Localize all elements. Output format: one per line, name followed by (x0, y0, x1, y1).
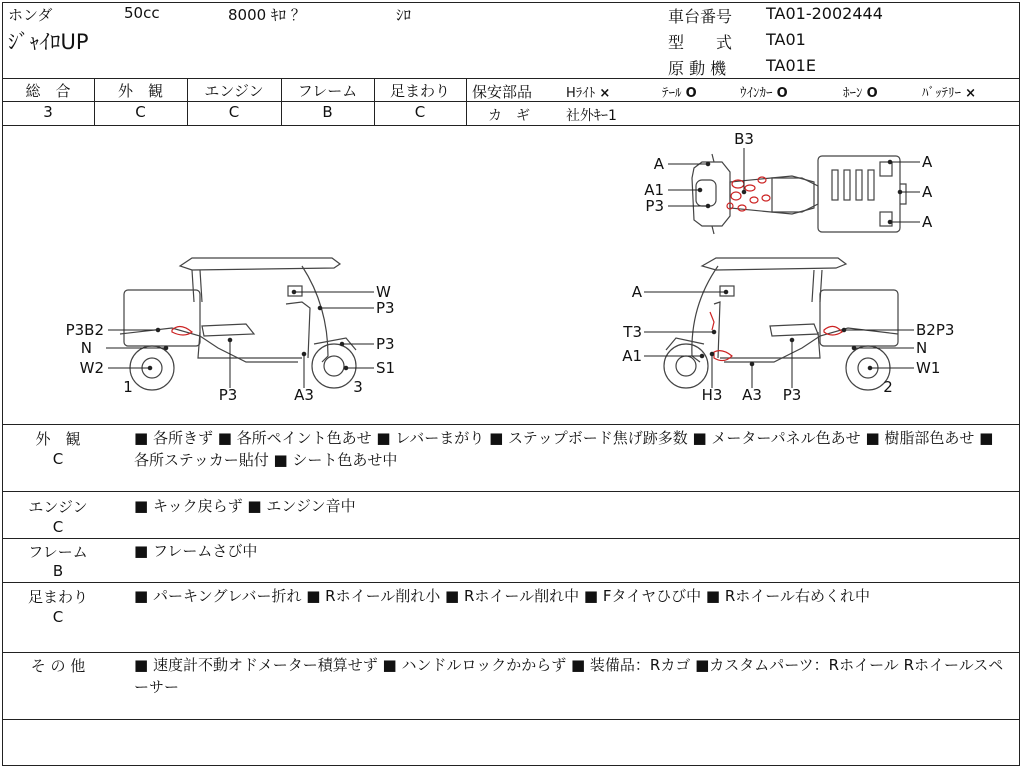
label-top-a1: A1 (644, 181, 664, 199)
cond-label-exterior: 外 観 (35, 430, 81, 448)
cond-label-frame: フレーム (28, 543, 88, 561)
cond-text-other: ■ 速度計不動オドメーター積算せず ■ ハンドルロックかからず ■ 装備品：Rカゴ ■カスタムパーツ：Rホイール Rホイールスペーサー (134, 656, 1004, 696)
grade-value-engine: C (228, 103, 240, 121)
label-left-w2: W2 (79, 359, 104, 377)
grade-label-engine: エンジン (204, 82, 264, 100)
label-top-a-right-upper: A (922, 153, 933, 171)
cond-grade-exterior: C (52, 450, 64, 468)
cond-label-suspension: 足まわり (27, 588, 88, 606)
key-label: カ ギ (488, 108, 530, 124)
cond-grade-engine: C (52, 518, 64, 536)
label-top-p3: P3 (645, 197, 664, 215)
label-right-n: N (916, 339, 928, 357)
label-right-b2p3: B2P3 (916, 321, 955, 339)
grade-label-frame: フレーム (297, 82, 358, 100)
label-top-a-right-mid: A (922, 183, 933, 201)
label-right-w1: W1 (916, 359, 941, 377)
damage-diagram (2, 126, 1020, 424)
cond-text-frame: ■ フレームさび中 (134, 542, 258, 560)
label-left-n: N (80, 339, 92, 357)
cond-label-other: そ の 他 (30, 657, 86, 675)
grade-label-exterior: 外 観 (117, 82, 163, 100)
label-left-w: W (376, 283, 391, 301)
safety-headlight: Hﾗｲﾄ × (566, 86, 611, 101)
safety-battery: ﾊﾞｯﾃﾘｰ × (922, 86, 977, 101)
grade-label-overall: 総 合 (25, 82, 71, 100)
grid-line (466, 78, 467, 125)
scooter-right-view (664, 258, 898, 390)
grade-label-suspension: 足まわり (389, 82, 450, 100)
safety-tail: ﾃｰﾙ O (662, 86, 697, 101)
label-left-wheel-1: 1 (123, 378, 133, 396)
label-left-p3b2: P3B2 (65, 321, 104, 339)
cond-text-exterior: ■ 各所きず ■ 各所ペイント色あせ ■ レバーまがり ■ ステップボード焦げ跡多数 ■ メーターパネル色あせ ■ 樹脂部色あせ ■ 各所ステッカー貼付 ■ シート色あせ中 (134, 429, 994, 469)
frame-no-label: 車台番号 (668, 7, 733, 26)
label-top-a-right-lower: A (922, 213, 933, 231)
maker: ホンダ (8, 6, 53, 24)
label-top-b3: B3 (734, 130, 754, 148)
model-label: 型 式 (668, 33, 733, 52)
label-right-a3: A3 (742, 386, 762, 404)
engine-code: TA01E (766, 56, 816, 75)
scooter-left-view (120, 258, 356, 390)
label-right-wheel-2: 2 (883, 378, 893, 396)
grid-line (2, 652, 1020, 653)
model-code: TA01 (766, 30, 806, 49)
grid-line (2, 424, 1020, 425)
cond-text-engine: ■ キック戻らず ■ エンジン音中 (134, 497, 356, 515)
label-right-a1: A1 (622, 347, 642, 365)
grade-value-suspension: C (414, 103, 426, 121)
grade-value-overall: 3 (43, 103, 53, 121)
cond-grade-frame: B (52, 562, 64, 580)
grid-line (2, 491, 1020, 492)
frame-no: TA01-2002444 (766, 4, 883, 23)
cond-text-suspension: ■ パーキングレバー折れ ■ Rホイール削れ小 ■ Rホイール削れ中 ■ Fタイヤひび中 ■ Rホイール右めくれ中 (134, 587, 870, 605)
cond-grade-suspension: C (52, 608, 64, 626)
mileage: 8000 ｷﾛ ？ (228, 6, 306, 24)
safety-winker: ｳｲﾝｶｰ O (740, 86, 788, 101)
cond-label-engine: エンジン (28, 498, 88, 516)
displacement: 50cc (124, 4, 160, 22)
grid-line (2, 78, 1020, 79)
safety-label: 保安部品 (472, 83, 533, 101)
label-left-a3: A3 (294, 386, 314, 404)
grid-line (2, 538, 1020, 539)
label-right-a: A (631, 283, 642, 301)
label-left-p3-mid: P3 (376, 335, 395, 353)
label-left-s1: S1 (376, 359, 396, 377)
label-right-p3: P3 (782, 386, 802, 404)
label-left-wheel-3: 3 (353, 378, 363, 396)
label-left-p3-bottom: P3 (218, 386, 238, 404)
model-name: ｼﾞｬｲﾛUP (8, 30, 89, 54)
label-right-h3: H3 (701, 386, 723, 404)
damage-marks-top (727, 177, 770, 211)
grade-value-exterior: C (135, 103, 146, 121)
label-left-p3-upper: P3 (376, 299, 395, 317)
label-right-t3: T3 (623, 323, 642, 341)
engine-label: 原 動 機 (668, 59, 727, 78)
scooter-top-view (692, 154, 906, 234)
safety-horn: ﾎｰﾝ O (843, 86, 878, 101)
key-value: 社外ｷｰ1 (566, 108, 617, 124)
color: ｼﾛ (396, 6, 412, 24)
grade-value-frame: B (322, 103, 333, 121)
label-top-a-left-upper: A (653, 155, 664, 173)
grid-line (2, 582, 1020, 583)
grid-line (2, 719, 1020, 720)
